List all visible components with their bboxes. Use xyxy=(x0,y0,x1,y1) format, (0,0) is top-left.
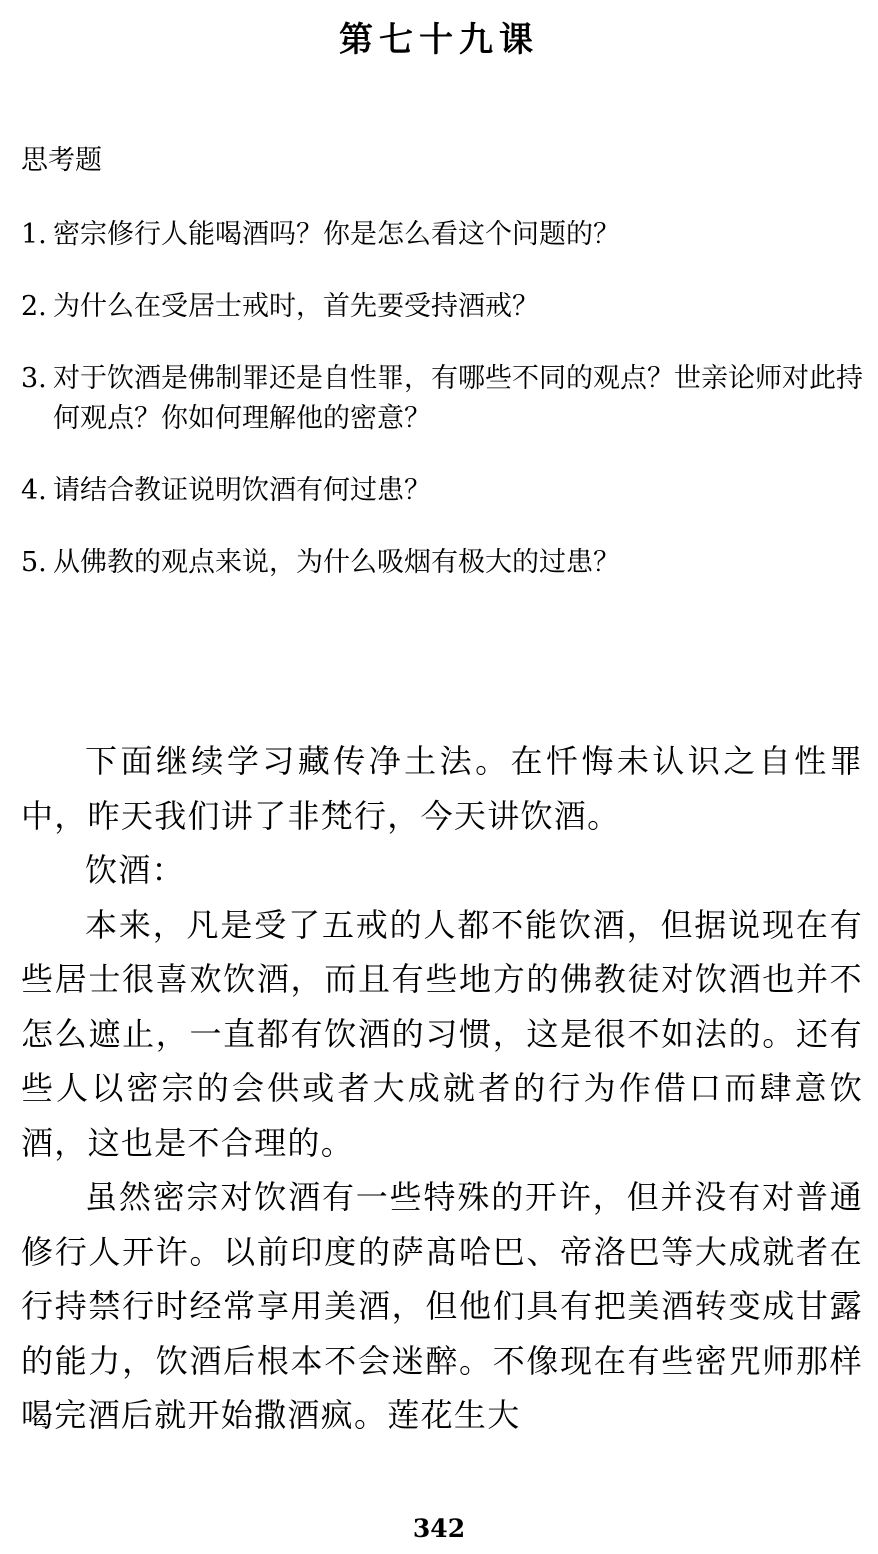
question-number: 2. xyxy=(21,291,47,322)
question-text: 对于饮酒是佛制罪还是自性罪，有哪些不同的观点？世亲论师对此持何观点？你如何理解他的密意？ xyxy=(53,363,863,434)
question-number: 5. xyxy=(21,547,47,578)
questions-heading: 思考题 xyxy=(21,145,102,176)
question-item xyxy=(21,287,866,327)
question-item xyxy=(21,471,866,511)
question-text: 为什么在受居士戒时，首先要受持酒戒？ xyxy=(53,291,539,322)
question-text: 从佛教的观点来说，为什么吸烟有极大的过患？ xyxy=(53,547,620,578)
body-paragraph: 本来，凡是受了五戒的人都不能饮酒，但据说现在有些居士很喜欢饮酒，而且有些地方的佛教徒对饮酒也并不怎么遮止，一直都有饮酒的习惯，这是很不如法的。还有些人以密宗的会供或者大成就者的行为作借口而肆意饮酒，这也是不合理的。 xyxy=(21,905,863,1162)
body-paragraph: 下面继续学习藏传净土法。在忏悔未认识之自性罪中，昨天我们讲了非梵行，今天讲饮酒。 xyxy=(21,742,863,835)
question-number: 3. xyxy=(21,363,47,394)
questions-list xyxy=(21,215,866,615)
question-item xyxy=(21,215,866,255)
lesson-title: 第七十九课 xyxy=(339,20,539,60)
lesson-body xyxy=(21,734,863,1443)
page-number: 342 xyxy=(412,1514,466,1543)
question-text: 密宗修行人能喝酒吗？你是怎么看这个问题的？ xyxy=(53,219,620,250)
body-paragraph: 饮酒： xyxy=(85,851,185,889)
question-item xyxy=(21,359,866,439)
body-paragraph: 虽然密宗对饮酒有一些特殊的开许，但并没有对普通修行人开许。以前印度的萨髙哈巴、帝洛巴等大成就者在行持禁行时经常享用美酒，但他们具有把美酒转变成甘露的能力，饮酒后根本不会迷醉。不像现在有些密咒师那样喝完酒后就开始撒酒疯。莲花生大 xyxy=(21,1178,863,1434)
question-number: 4. xyxy=(21,475,47,506)
question-text: 请结合教证说明饮酒有何过患？ xyxy=(53,475,431,506)
question-number: 1. xyxy=(21,219,47,250)
question-item xyxy=(21,543,866,583)
